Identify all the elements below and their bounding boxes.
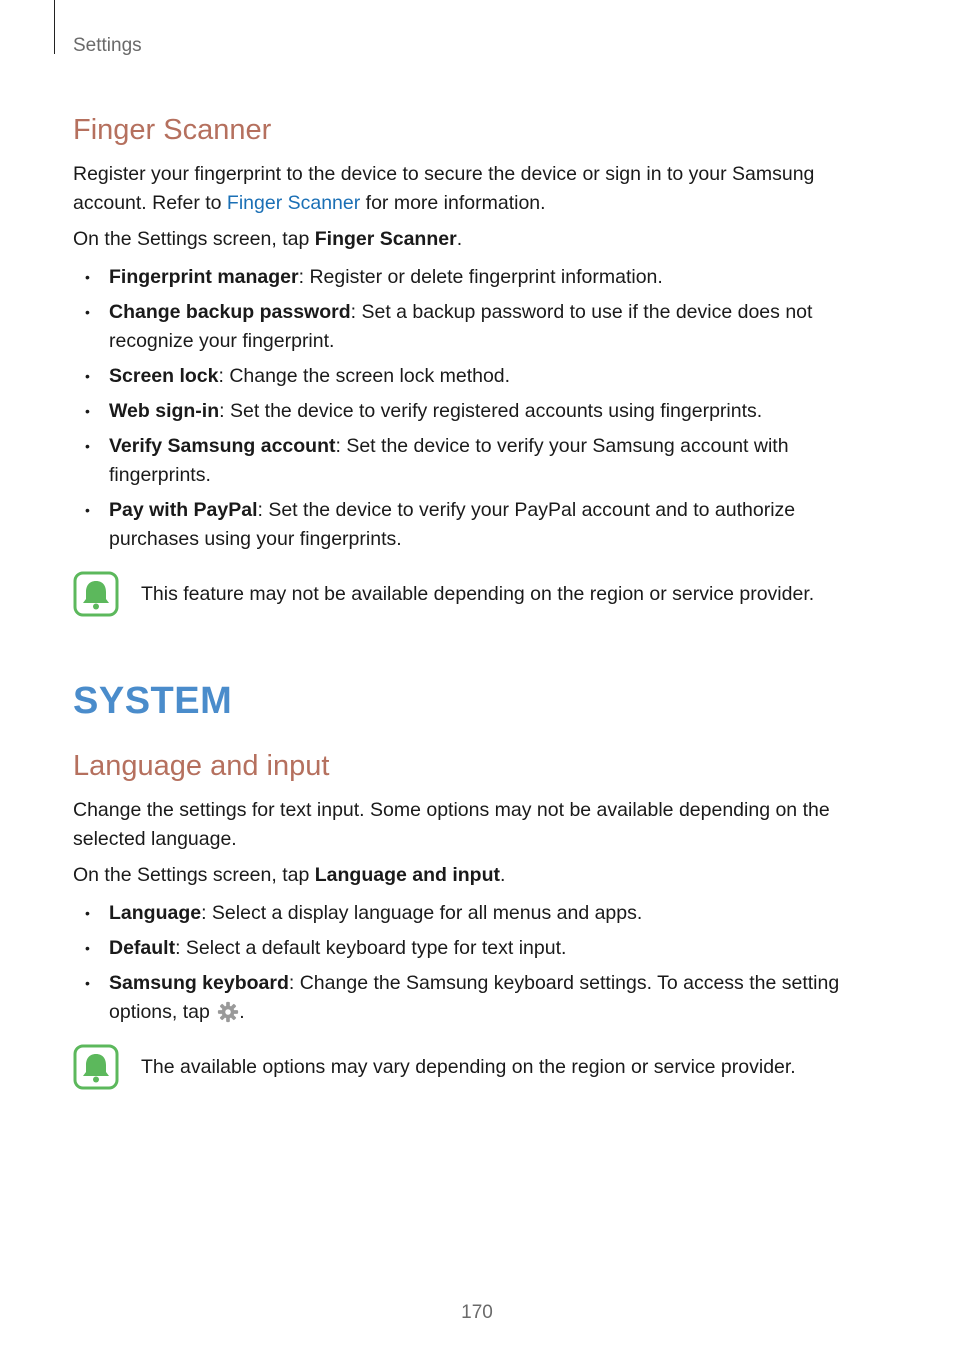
list-item: • Samsung keyboard: Change the Samsung keyboard settings. To access the setting options, tap . bbox=[85, 972, 840, 1023]
tap-target: Language and input bbox=[314, 864, 500, 886]
option-term: Samsung keyboard bbox=[109, 972, 289, 994]
note-language-input bbox=[73, 1043, 883, 1091]
option-desc: : Select a default keyboard type for text input. bbox=[175, 937, 567, 959]
finger-scanner-intro bbox=[73, 160, 883, 218]
page-content bbox=[73, 110, 883, 1091]
option-desc: : Change the screen lock method. bbox=[218, 365, 511, 387]
option-term: Default bbox=[109, 937, 176, 959]
option-term: Verify Samsung account bbox=[109, 435, 336, 457]
tap-prefix: On the Settings screen, tap bbox=[73, 228, 315, 250]
note-text: This feature may not be available depending on the region or service provider. bbox=[141, 582, 815, 605]
list-item: • Web sign-in: Set the device to verify registered accounts using fingerprints. bbox=[85, 400, 763, 422]
note-finger-scanner bbox=[73, 570, 883, 618]
language-input-intro: Change the settings for text input. Some options may not be available depending on the selected language. bbox=[73, 799, 830, 850]
tap-prefix: On the Settings screen, tap bbox=[73, 864, 315, 886]
option-desc: : Set the device to verify registered accounts using fingerprints. bbox=[219, 400, 763, 422]
option-term: Language bbox=[109, 902, 202, 924]
option-desc: : Select a display language for all menus and apps. bbox=[201, 902, 643, 924]
tap-target: Finger Scanner bbox=[314, 228, 457, 250]
page-number: 170 bbox=[461, 1302, 493, 1323]
option-desc: : Set the device to verify your Samsung account with fingerprints. bbox=[109, 435, 789, 486]
bell-note-icon bbox=[73, 571, 119, 617]
option-term: Screen lock bbox=[109, 365, 219, 387]
list-item: • Pay with PayPal: Set the device to verify your PayPal account and to authorize purchases using your fingerprints. bbox=[85, 499, 796, 550]
gear-icon bbox=[217, 1001, 239, 1023]
section-title-finger-scanner: Finger Scanner bbox=[73, 114, 272, 146]
option-desc: : Change the Samsung keyboard settings. To access the setting options, tap bbox=[109, 972, 840, 1023]
language-input-options bbox=[73, 899, 883, 1027]
note-text: The available options may vary depending on the region or service provider. bbox=[141, 1055, 796, 1078]
language-input-tap-instruction bbox=[73, 861, 883, 890]
option-desc: : Set a backup password to use if the device does not recognize your fingerprint. bbox=[109, 301, 813, 352]
intro-text: Register your fingerprint to the device to secure the device or sign in to your Samsung account. Refer to bbox=[73, 163, 815, 214]
finger-scanner-tap-instruction bbox=[73, 225, 883, 254]
page-edge-rule bbox=[54, 0, 55, 54]
intro-text-end: for more information. bbox=[360, 192, 546, 214]
bell-note-icon bbox=[73, 1044, 119, 1090]
list-item: • Fingerprint manager: Register or delete fingerprint information. bbox=[85, 266, 663, 288]
option-term: Pay with PayPal bbox=[109, 499, 258, 521]
list-item: • Change backup password: Set a backup password to use if the device does not recognize your fingerprint. bbox=[85, 301, 813, 352]
option-term: Change backup password bbox=[109, 301, 351, 323]
running-header: Settings bbox=[73, 35, 142, 56]
finger-scanner-options bbox=[73, 263, 883, 554]
section-title-language-input: Language and input bbox=[73, 750, 330, 782]
list-item: • Screen lock: Change the screen lock method. bbox=[85, 365, 511, 387]
option-suffix: . bbox=[239, 1001, 245, 1023]
tap-suffix: . bbox=[499, 864, 506, 886]
chapter-title-system: SYSTEM bbox=[73, 680, 233, 722]
list-item: • Verify Samsung account: Set the device to verify your Samsung account with fingerprints. bbox=[85, 435, 789, 486]
option-desc: : Register or delete fingerprint information. bbox=[298, 266, 663, 288]
option-term: Web sign-in bbox=[109, 400, 220, 422]
tap-suffix: . bbox=[456, 228, 463, 250]
list-item: • Default: Select a default keyboard type for text input. bbox=[85, 937, 567, 959]
list-item: • Language: Select a display language for all menus and apps. bbox=[85, 902, 643, 924]
option-term: Fingerprint manager bbox=[109, 266, 299, 288]
option-desc: : Set the device to verify your PayPal account and to authorize purchases using your fingerprints. bbox=[109, 499, 796, 550]
finger-scanner-link[interactable]: Finger Scanner bbox=[226, 192, 361, 214]
